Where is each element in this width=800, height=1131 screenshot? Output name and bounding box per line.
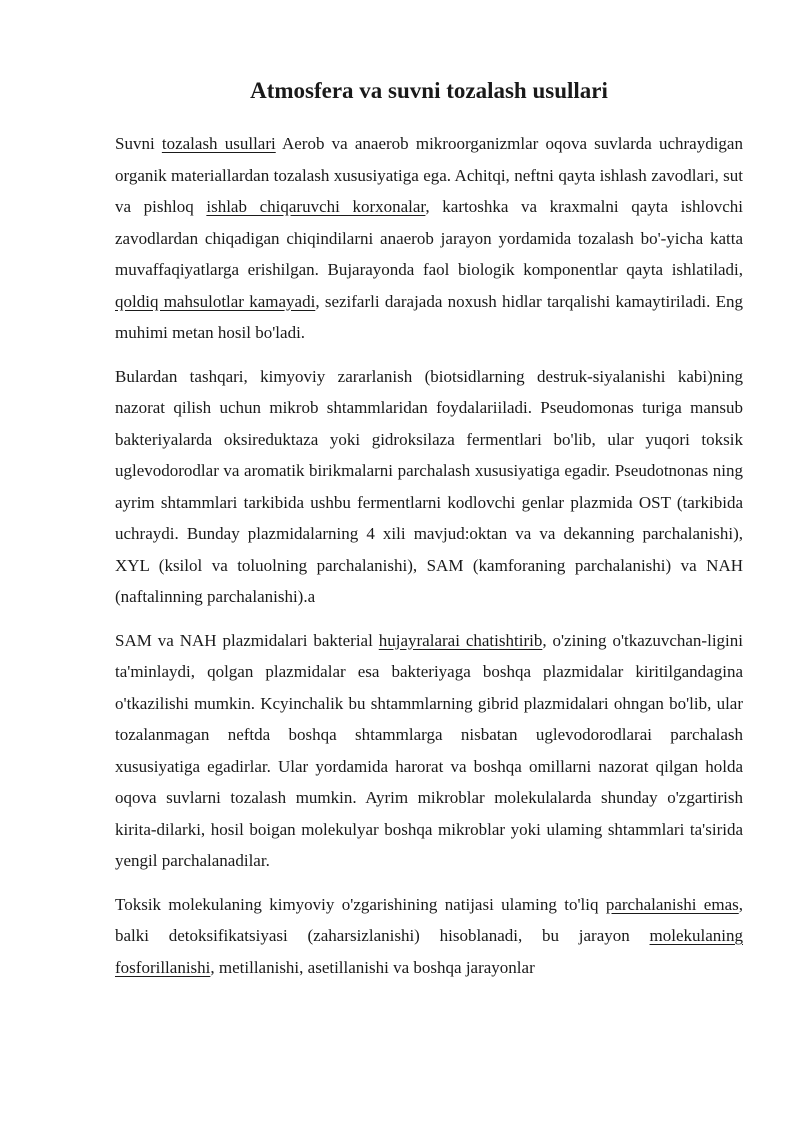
paragraph-4 [115, 889, 743, 984]
paragraph-1-text-3: , kartoshka va kraxmalni qayta ishlovchi zavodlardan chiqadigan chiqindilarni anaerob jarayon yordamida tozalash bo'-yicha katta muvaffaqiyatlarga erishilgan. Bujarayonda faol biologik komponentlar qayta ishlatiladi, [115, 197, 743, 279]
paragraph-2: Bulardan tashqari, kimyoviy zararlanish (biotsidlarning destruk-siyalanishi kabi)ning nazorat qilish uchun mikrob shtammlaridan foydalariiladi. Pseudomonas turiga mansub bakteriyalarda oksireduktaza yoki gidroksilaza fermentlari bo'lib, ular yuqori toksik uglevodorodlar va aromatik birikmalarni parchalash xususiyatiga egadir. Pseudotnonas ning ayrim shtammlari tarkibida ushbu fermentlarni kodlovchi genlar plazmida OST (tarkibida uchraydi. Bunday plazmidalarning 4 xili mavjud:oktan va va dekanning parchalanishi), XYL (ksilol va toluolning parchalanishi), SAM (kamforaning parchalanishi) va NAH (naftalinning parchalanishi).a [115, 366, 743, 606]
link-molekulaning-fosforillanishi[interactable]: molekulaning fosforillanishi [115, 926, 743, 977]
link-tozalash-usullari[interactable]: tozalash usullari [161, 134, 276, 153]
paragraph-3-text-2: , o'zining o'tkazuvchan-ligini ta'minlaydi, qolgan plazmidalar esa bakteriyaga boshqa plazmidalar kiritilgandagina o'tkazilishi mumkin. Kcyinchalik bu shtammlarning gibrid plazmidalari ohngan bo'lib, ular tozalanmagan neftda boshqa shtammlarga nisbatan uglevodorodlarai parchalash xususiyatiga egadirlar. Ular yordamida harorat va boshqa omillarni nazorat qilgan holda oqova suvlarni tozalash mumkin. Ayrim mikroblar molekulalarda shunday o'zgartirish kirita-dilarki, hosil boigan molekulyar boshqa mikroblar yoki ulaming shtammlari ta'sirida yengil parchalanadilar. [115, 630, 743, 870]
paragraph-1 [115, 128, 743, 349]
document-title: Atmosfera va suvni tozalash usullari [250, 78, 608, 103]
paragraph-4-text-3: , metillanishi, asetillanishi va boshqa jarayonlar [210, 957, 535, 977]
document-page [115, 74, 743, 995]
paragraph-4-text-1: Toksik molekulaning kimyoviy o'zgarishining natijasi ulaming to'liq [115, 894, 606, 914]
paragraph-4-text-2: , balki detoksifikatsiyasi (zaharsizlanishi) hisoblanadi, bu jarayon [115, 894, 743, 945]
paragraph-3 [115, 625, 743, 877]
paragraph-1-text-2: Aerob va anaerob mikroorganizmlar oqova suvlarda uchraydigan organik materiallardan tozalash xususiyatiga ega. Achitqi, neftni qayta ishlash zavodlari, sut va pishloq [115, 134, 743, 216]
link-hujayralarai-chatishtirib[interactable]: hujayralarai chatishtirib [378, 630, 543, 650]
link-ishlab-chiqaruvchi-korxonalar[interactable]: ishlab chiqaruvchi korxonalar [206, 197, 426, 216]
link-parchalanishi-emas[interactable]: parchalanishi emas [605, 894, 739, 914]
paragraph-1-text-1: Suvni [115, 134, 162, 153]
paragraph-1-text-4: , sezifarli darajada noxush hidlar tarqalishi kamaytiriladi. Eng muhimi metan hosil bo'ladi. [115, 291, 743, 342]
paragraph-3-text-1: SAM va NAH plazmidalari bakterial [115, 630, 379, 650]
link-qoldiq-mahsulotlar-kamayadi[interactable]: qoldiq mahsulotlar kamayadi [115, 291, 316, 311]
